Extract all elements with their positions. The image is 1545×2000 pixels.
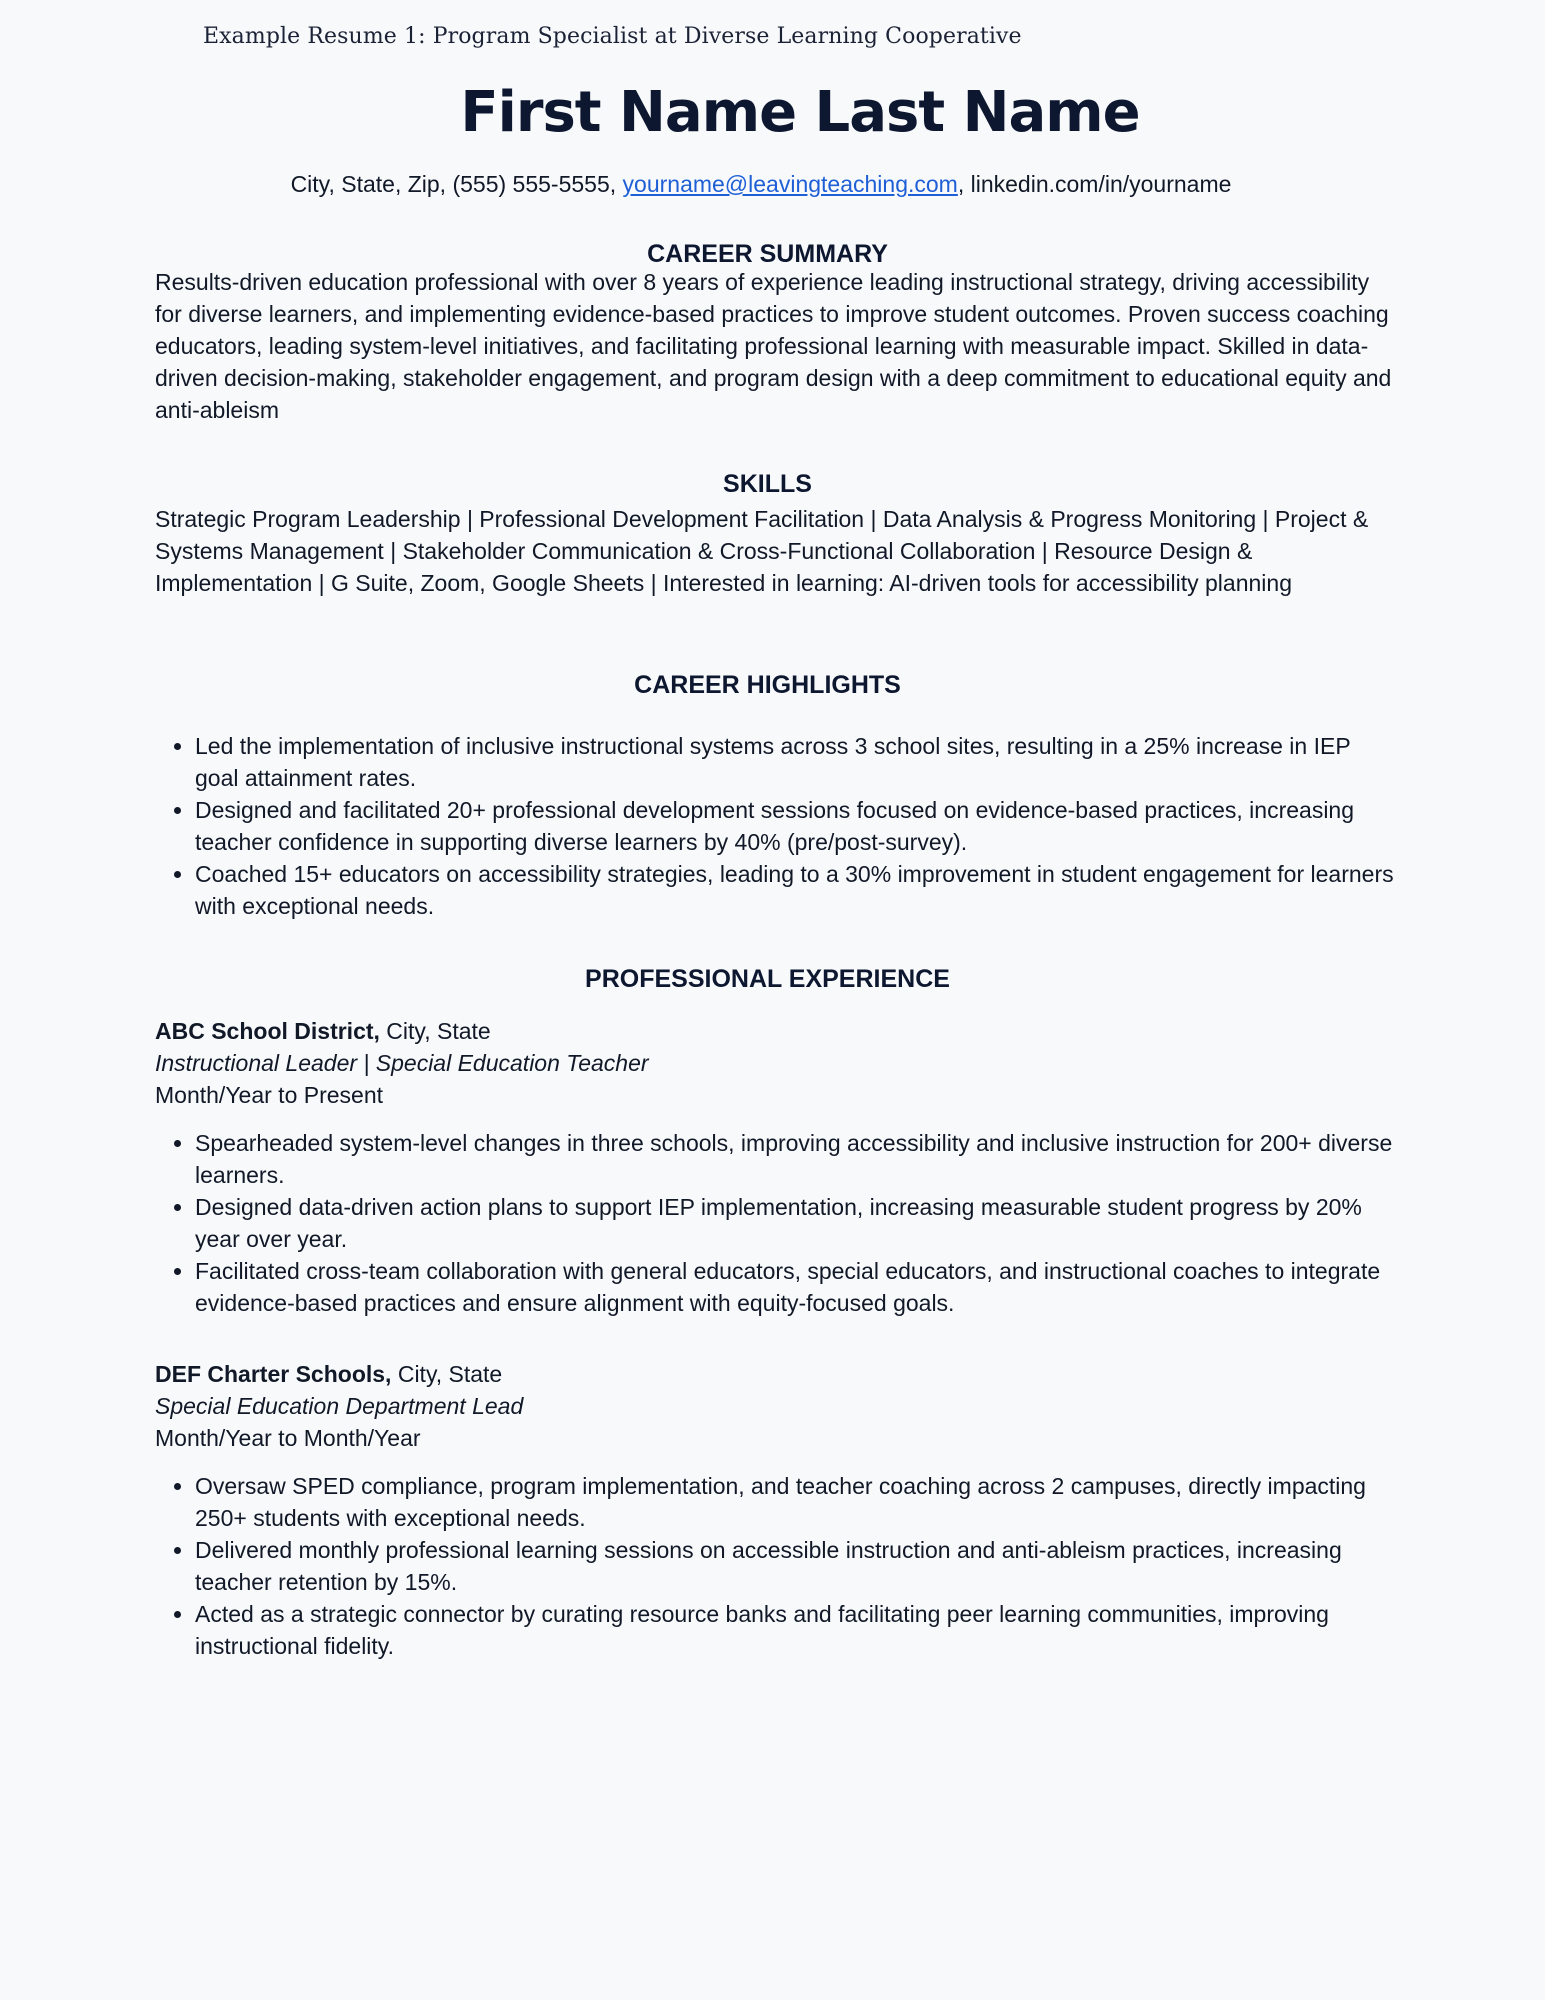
job-location: City, State — [391, 1361, 503, 1387]
candidate-name: First Name Last Name — [460, 80, 1140, 145]
highlight-item: • Designed and facilitated 20+ professional development sessions focused on evidence-based practices, increasing teacher confidence in supporting diverse learners by 40% (pre/post-survey). — [195, 794, 1395, 858]
document-caption: Example Resume 1: Program Specialist at Diverse Learning Cooperative — [203, 24, 1022, 49]
job-bullet: • Facilitated cross-team collaboration with general educators, special educators, and instructional coaches to integrate evidence-based practices and ensure alignment with equity-focused goals. — [195, 1255, 1395, 1319]
job-bullet: • Designed data-driven action plans to support IEP implementation, increasing measurable student progress by 20% year over year. — [195, 1191, 1395, 1255]
career-summary-heading: CAREER SUMMARY — [647, 240, 888, 268]
job-entry-abc — [155, 1015, 1395, 1111]
job-employer: ABC School District, — [155, 1018, 380, 1044]
career-highlights-heading: CAREER HIGHLIGHTS — [634, 671, 901, 699]
job-entry-def — [155, 1358, 1395, 1454]
highlight-item: • Coached 15+ educators on accessibility strategies, leading to a 30% improvement in student engagement for learners with exceptional needs. — [195, 858, 1395, 922]
highlight-item: • Led the implementation of inclusive instructional systems across 3 school sites, resulting in a 25% increase in IEP goal attainment rates. — [195, 730, 1395, 794]
job-bullets-def — [155, 1470, 1395, 1662]
contact-details: City, State, Zip, (555) 555-5555, — [290, 171, 623, 197]
job-location: City, State — [379, 1018, 491, 1044]
skills-text: Strategic Program Leadership | Professional Development Facilitation | Data Analysis & Progress Monitoring | Project & Systems Management | Stakeholder Communication & Cross-Functional Collaboration | Resource Design & Implementation | G Suite, Zoom, Google Sheets | Interested in learning: AI-driven tools for accessibility planning — [155, 506, 1369, 596]
career-highlights-list — [155, 730, 1395, 922]
job-bullet: • Spearheaded system-level changes in three schools, improving accessibility and inclusive instruction for 200+ diverse learners. — [195, 1127, 1395, 1191]
linkedin-text: , linkedin.com/in/yourname — [957, 171, 1232, 197]
job-bullet: • Acted as a strategic connector by curating resource banks and facilitating peer learning communities, improving instructional fidelity. — [195, 1598, 1395, 1662]
job-bullet: • Oversaw SPED compliance, program implementation, and teacher coaching across 2 campuses, directly impacting 250+ students with exceptional needs. — [195, 1470, 1395, 1534]
job-title: Instructional Leader | Special Education Teacher — [155, 1050, 649, 1076]
job-bullets-abc — [155, 1127, 1395, 1319]
skills-heading: SKILLS — [723, 470, 812, 498]
job-employer-line — [155, 1015, 1395, 1047]
professional-experience-heading: PROFESSIONAL EXPERIENCE — [585, 965, 950, 993]
job-bullet: • Delivered monthly professional learning sessions on accessible instruction and anti-ableism practices, increasing teacher retention by 15%. — [195, 1534, 1395, 1598]
contact-line — [0, 171, 1522, 198]
job-employer: DEF Charter Schools, — [155, 1361, 392, 1387]
job-dates: Month/Year to Present — [155, 1082, 384, 1108]
career-summary-text: Results-driven education professional with over 8 years of experience leading instructional strategy, driving accessibility for diverse learners, and implementing evidence-based practices to improve student outcomes. Proven success coaching educators, leading system-level initiatives, and facilitating professional learning with measurable impact. Skilled in data-driven decision-making, stakeholder engagement, and program design with a deep commitment to educational equity and anti-ableism — [155, 269, 1392, 423]
job-title: Special Education Department Lead — [155, 1393, 524, 1419]
job-dates: Month/Year to Month/Year — [155, 1425, 421, 1451]
email-link[interactable]: yourname@leavingteaching.com — [622, 171, 958, 197]
job-employer-line — [155, 1358, 1395, 1390]
